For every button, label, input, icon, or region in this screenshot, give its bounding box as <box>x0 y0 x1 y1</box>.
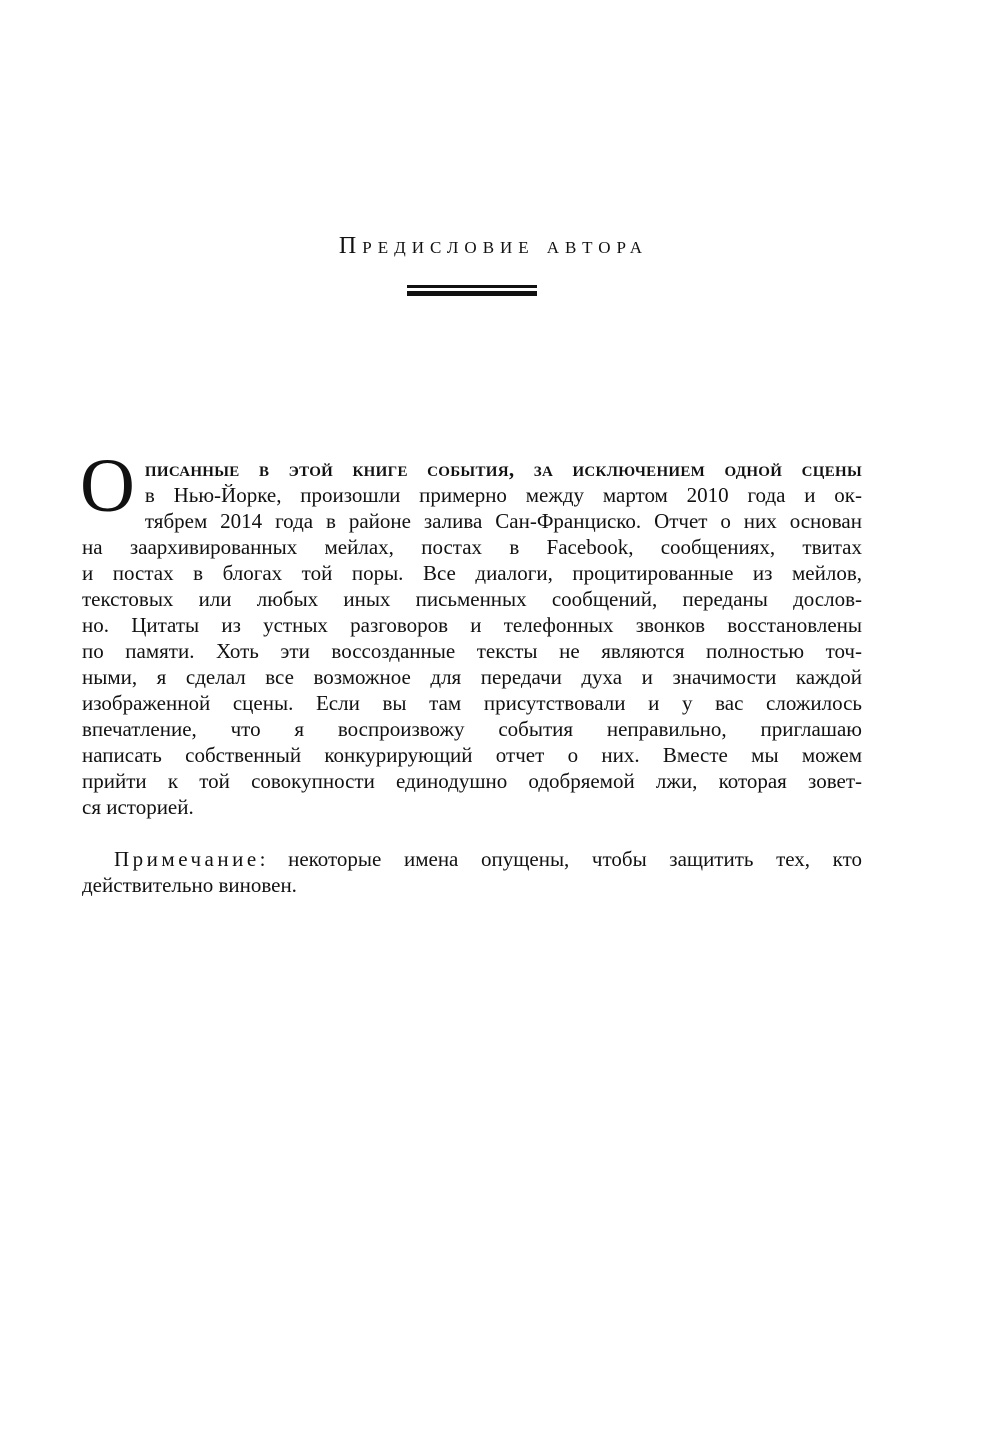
chapter-heading: Предисловие автора <box>338 233 649 259</box>
intro-line: текстовых или любых иных письменных сообщений, переданы дослов- <box>82 587 862 611</box>
intro-line: изображенной сцены. Если вы там присутствовали и у вас сложилось <box>82 691 862 715</box>
intro-line: ными, я сделал все возможное для передачи духа и значимости каждой <box>82 665 862 689</box>
heading-rule-thick <box>407 291 537 296</box>
note-line <box>82 846 862 872</box>
note-text: : некоторые имена опущены, чтобы защитить тех, кто <box>259 847 862 871</box>
intro-line: впечатление, что я воспроизвожу события неправильно, приглашаю <box>82 717 862 741</box>
intro-line: но. Цитаты из устных разговоров и телефонных звонков восстановлены <box>82 613 862 637</box>
intro-line: в Нью-Йорке, произошли примерно между мартом 2010 года и ок- <box>144 483 862 507</box>
intro-paragraph <box>80 444 862 820</box>
lead-in-text: писанные в этой книге события, за исключением одной сцены <box>144 457 862 481</box>
intro-line: ся историей. <box>82 795 194 819</box>
intro-line <box>82 456 862 482</box>
intro-line: по памяти. Хоть эти воссозданные тексты не являются полностью точ- <box>82 639 862 663</box>
drop-cap: О <box>80 444 135 528</box>
intro-line: и постах в блогах той поры. Все диалоги, процитированные из мейлов, <box>82 561 862 585</box>
intro-line: написать собственный конкурирующий отчет о них. Вместе мы можем <box>82 743 862 767</box>
heading-rule-thin <box>407 285 537 288</box>
intro-line: прийти к той совокупности единодушно одобряемой лжи, которая зовет- <box>82 769 862 793</box>
intro-line: на заархивированных мейлах, постах в Facebook, сообщениях, твитах <box>82 535 862 559</box>
note-line: действительно виновен. <box>82 873 297 897</box>
note-paragraph <box>82 846 862 898</box>
note-label: Примечание <box>114 847 260 871</box>
intro-line: тябрем 2014 года в районе залива Сан-Франциско. Отчет о них основан <box>144 509 862 533</box>
